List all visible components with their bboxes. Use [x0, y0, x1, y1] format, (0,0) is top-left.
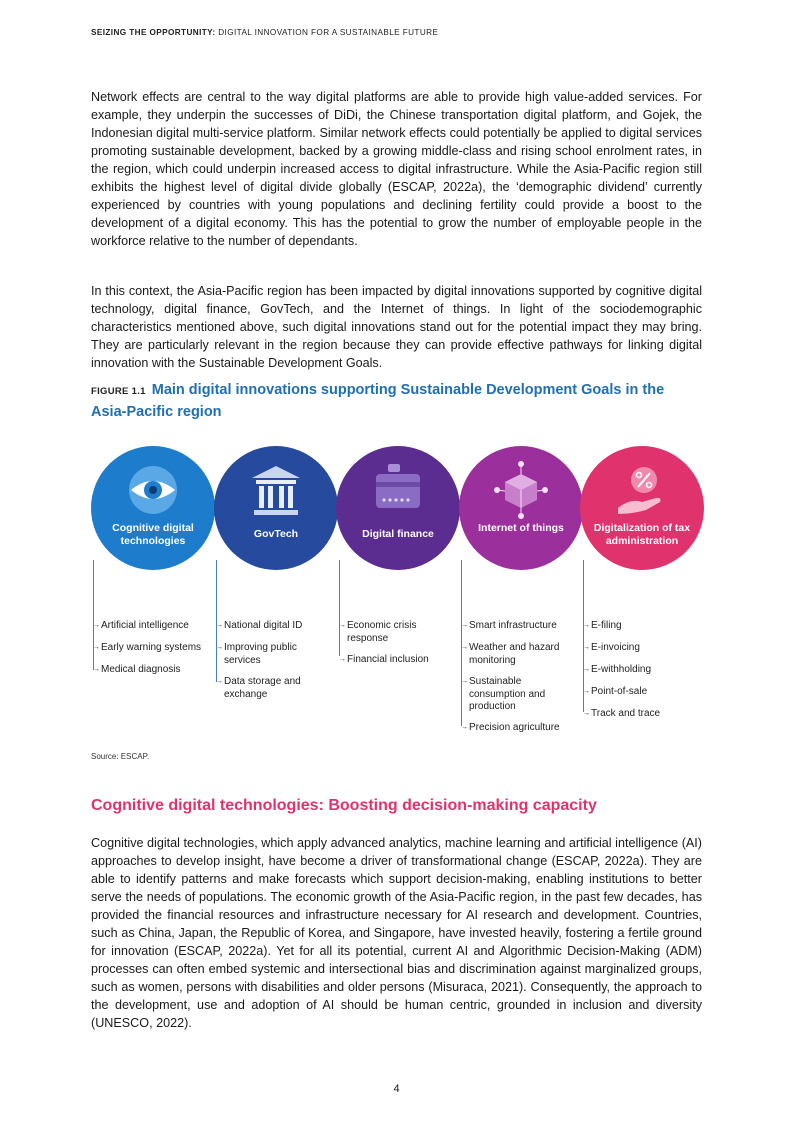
figure-source: Source: ESCAP.	[91, 752, 150, 761]
arrow-icon: →	[461, 622, 468, 629]
circle-tax	[580, 446, 704, 570]
arrow-icon: →	[461, 724, 468, 731]
figure-number: FIGURE 1.1	[91, 386, 146, 397]
network-cube-icon	[491, 460, 551, 520]
circle-title-finance: Digital finance	[362, 528, 434, 540]
arrow-icon: →	[461, 678, 468, 685]
arrow-icon: →	[583, 688, 590, 695]
circle-title-cognitive: Cognitive digital technologies	[112, 522, 194, 547]
government-building-icon	[246, 460, 306, 520]
list-item: → Track and trace	[583, 708, 661, 719]
paragraph-context: In this context, the Asia-Pacific region has been impacted by digital innovations supported by cognitive digital technology, digital finance, GovTech, and the Internet of things. In light of the sociodemographic characteristics mentioned above, such digital innovations stand out for the potential impact they may bring. They are particularly relevant in the region because they can provide effective pathways for linking digital innovation with the Sustainable Development Goals.	[91, 284, 702, 370]
arrow-icon: →	[583, 622, 590, 629]
paragraph-cognitive: Cognitive digital technologies, which apply advanced analytics, machine learning and artificial intelligence (AI) approaches to develop insight, have become a driver of transformational change (ESCAP, 2022a). They are able to identify patterns and make forecasts which support decision-making, enabling institutions to better serve the needs of populations. The economic growth of the Asia-Pacific region, in the past few decades, has provided the financial resources and infrastructure necessary for AI research and development. Countries, such as China, Japan, the Republic of Korea, and Singapore, have invested heavily, fostering a fertile ground for innovation (ESCAP, 2022a). Yet for all its potential, current AI and Algorithmic Decision-Making (ADM) processes can often embed systemic and intersectional bias and discrimination against marginalized groups, such as women, persons with disabilities and older persons (Misuraca, 2021). Consequently, the approach to the development, use and adoption of AI should be human centric, grounded in inclusion and diversity (UNESCO, 2022).	[91, 836, 702, 1030]
list-item: → E-filing	[583, 620, 622, 631]
list-item: → National digital ID	[216, 620, 303, 631]
header-rest: DIGITAL INNOVATION FOR A SUSTAINABLE FUTURE	[215, 28, 439, 37]
list-item: → Artificial intelligence	[93, 620, 189, 631]
list-item: → Sustainable consumption and production	[461, 676, 546, 712]
figure-caption	[91, 380, 702, 422]
arrow-icon: →	[93, 622, 100, 629]
list-item: → E-withholding	[583, 664, 652, 675]
paragraph-network-effects: Network effects are central to the way digital platforms are able to provide high value-added services. For example, they underpin the successes of DiDi, the Chinese transportation digital platform, and Gojek, the Indonesian digital multi-service platform. Similar network effects could potentially be applied to digital services promoting sustainable development, backed by a growing middle-class and rising school enrolment rates, in the region, which could underpin increased access to digital infrastructure. While the Asia-Pacific region still exhibits the highest level of digital divide globally (ESCAP, 2022a), the ‘demographic dividend’ currently experienced by countries with young populations and declining fertility could provide a boost to the development of a digital economy. This has the potential to grow the number of employable people in the workforce relative to the number of dependants.	[91, 90, 702, 248]
arrow-icon: →	[216, 678, 223, 685]
connector-line	[339, 560, 340, 656]
list-item: → Weather and hazard monitoring	[461, 642, 560, 666]
list-item: → Point-of-sale	[583, 686, 648, 697]
percent-hand-icon	[612, 460, 672, 520]
list-item: → Economic crisis response	[339, 620, 417, 644]
running-header	[91, 28, 438, 37]
arrow-icon: →	[461, 644, 468, 651]
payment-card-icon	[368, 460, 428, 520]
arrow-icon: →	[583, 644, 590, 651]
arrow-icon: →	[339, 622, 346, 629]
list-item: → Improving public services	[216, 642, 297, 666]
eye-icon	[123, 460, 183, 520]
header-bold: SEIZING THE OPPORTUNITY:	[91, 28, 216, 37]
list-item: → Smart infrastructure	[461, 620, 557, 631]
list-item: → Medical diagnosis	[93, 664, 181, 675]
list-item: → Data storage and exchange	[216, 676, 301, 700]
arrow-icon: →	[583, 666, 590, 673]
list-item: → Precision agriculture	[461, 722, 560, 733]
figure-title: Main digital innovations supporting Sustainable Development Goals in the Asia-Pacific region	[91, 382, 665, 420]
arrow-icon: →	[216, 622, 223, 629]
list-item: → Financial inclusion	[339, 654, 429, 665]
circle-cognitive	[91, 446, 215, 570]
arrow-icon: →	[583, 710, 590, 717]
section-title: Cognitive digital technologies: Boosting decision-making capacity	[91, 797, 597, 814]
circle-title-govtech: GovTech	[253, 528, 299, 540]
arrow-icon: →	[93, 666, 100, 673]
list-item: → E-invoicing	[583, 642, 640, 653]
circle-finance	[336, 446, 460, 570]
circle-title-iot: Internet of things	[478, 522, 564, 534]
page-number: 4	[393, 1083, 400, 1095]
arrow-icon: →	[93, 644, 100, 651]
circle-title-tax: Digitalization of tax administration	[593, 522, 691, 547]
arrow-icon: →	[216, 644, 223, 651]
circle-iot	[459, 446, 583, 570]
list-item: → Early warning systems	[93, 642, 202, 653]
circle-govtech	[214, 446, 338, 570]
arrow-icon: →	[339, 656, 346, 663]
